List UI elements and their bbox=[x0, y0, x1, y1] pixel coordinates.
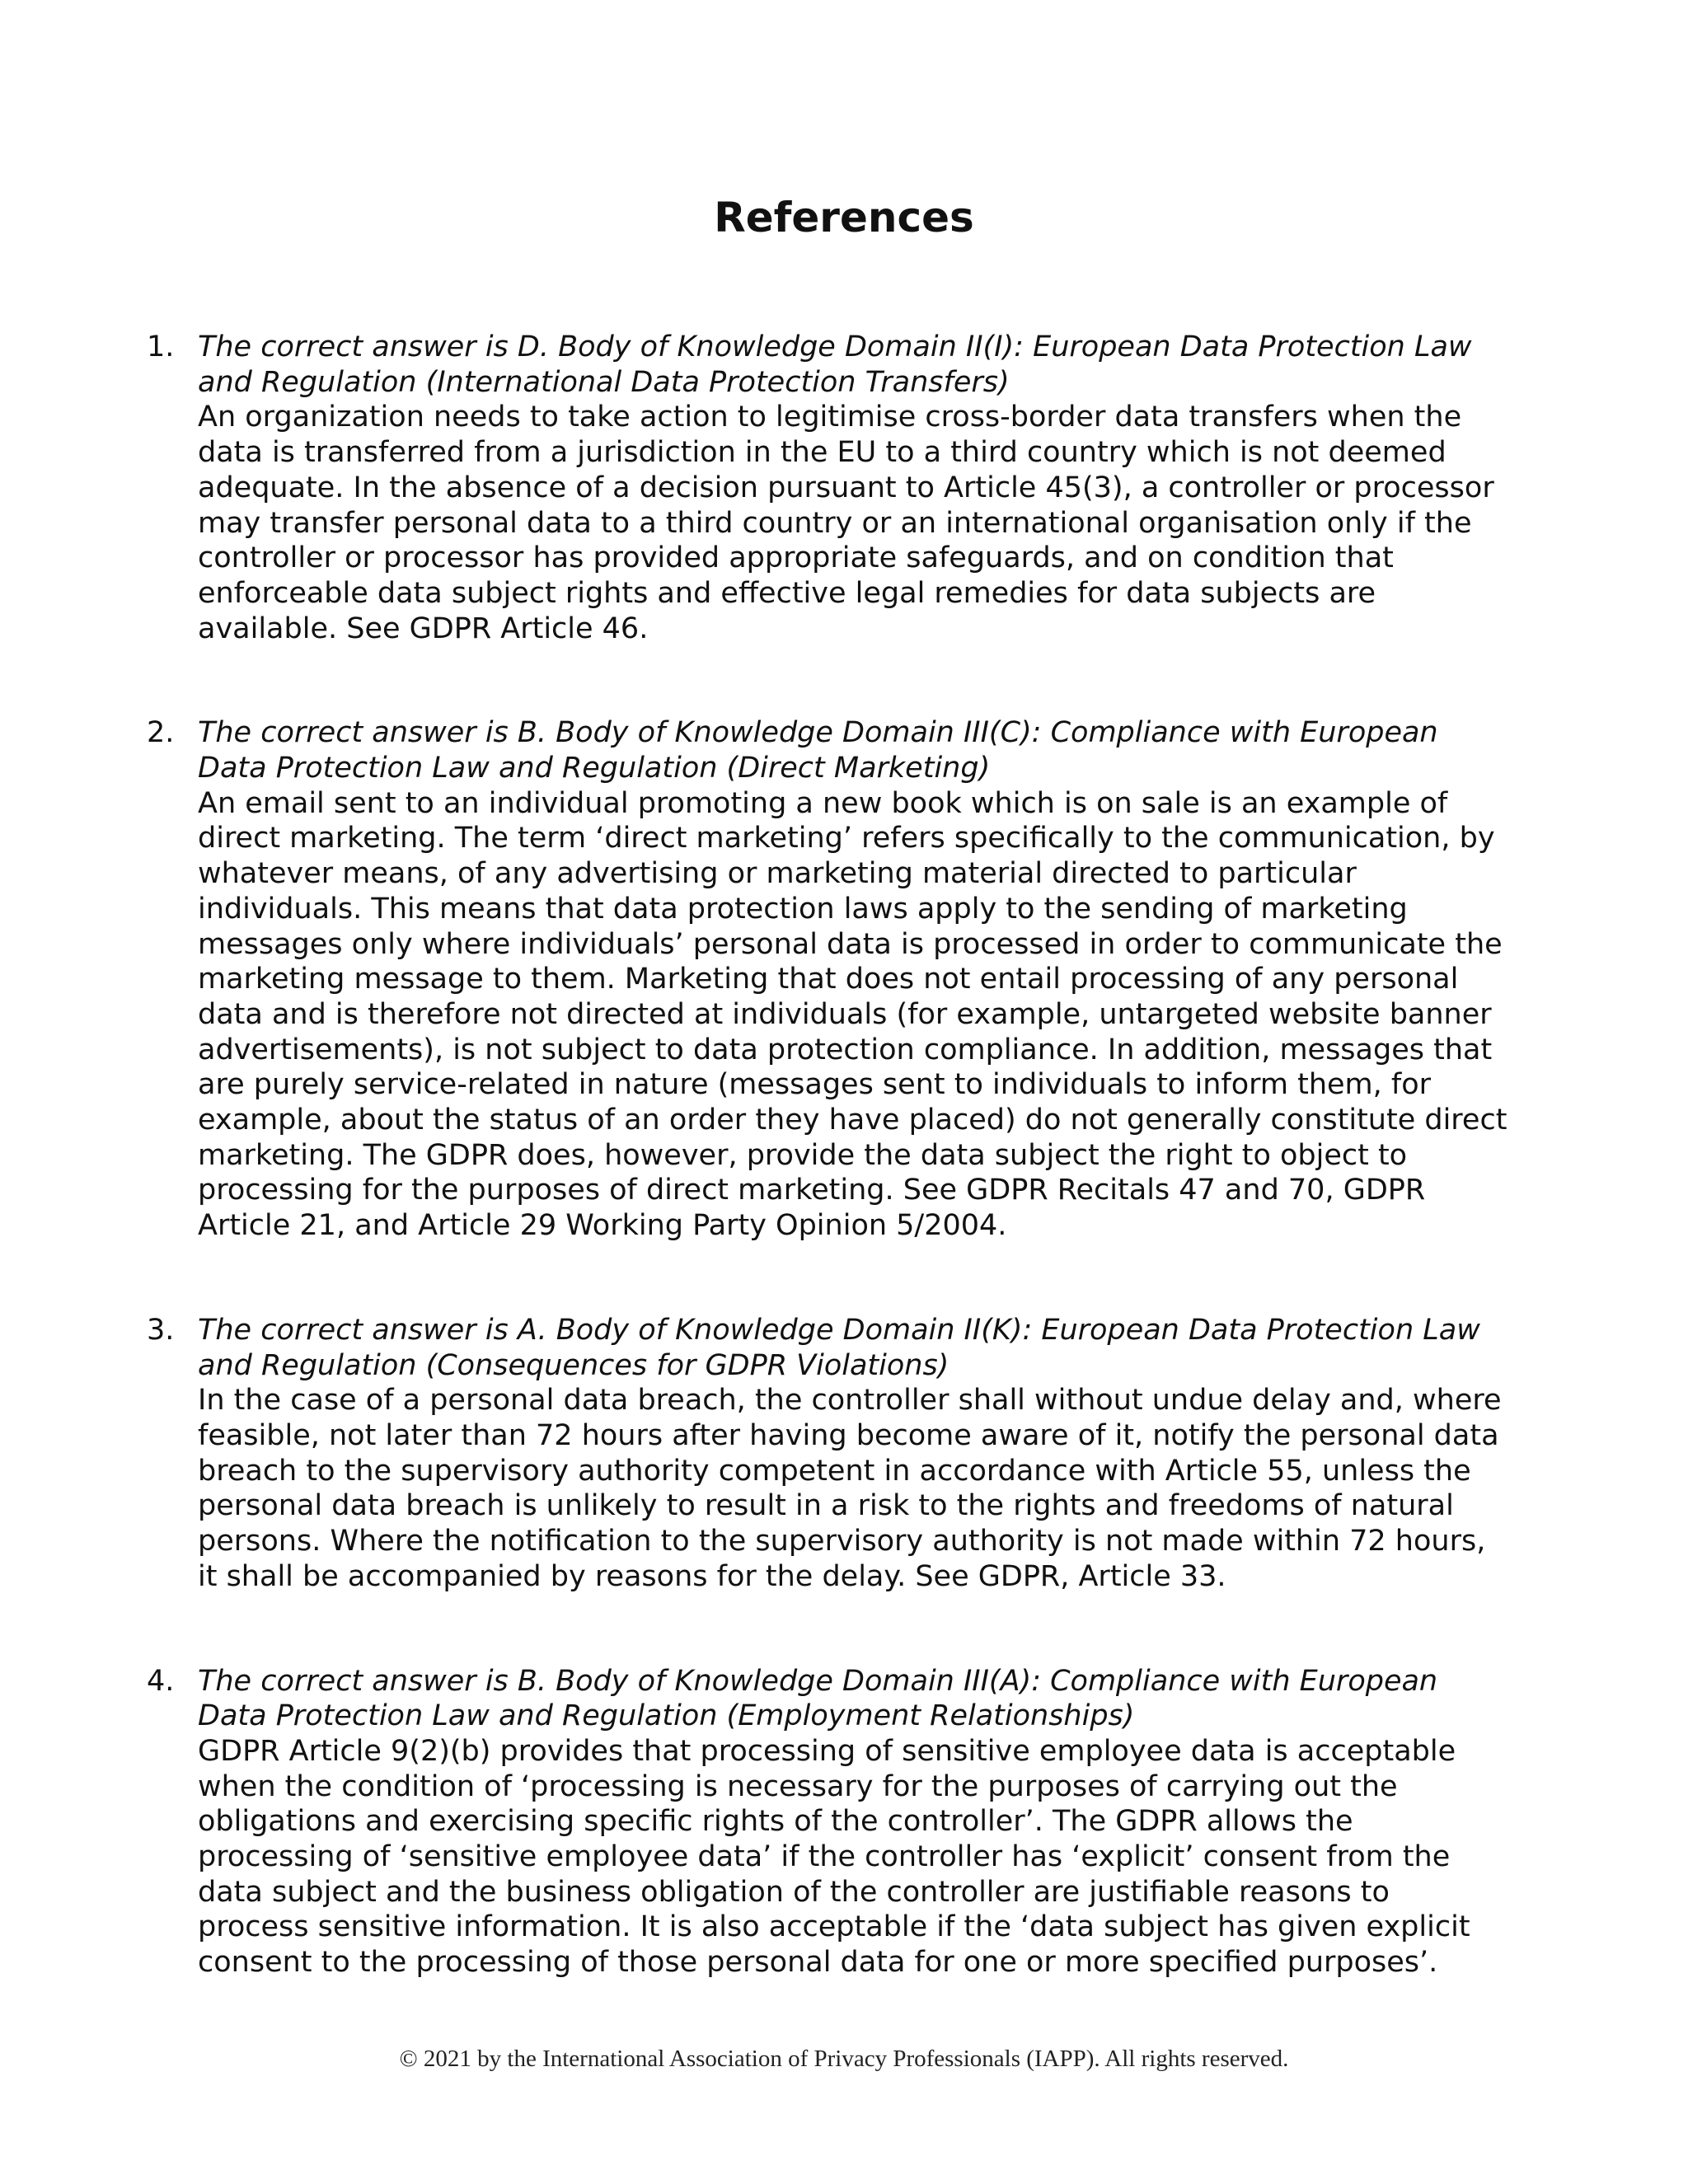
reference-body: An organization needs to take action to legitimise cross-border data transfers when the data is transferred from a jurisdiction in the EU to a third country which is not deemed adequate. In the absence of a decision pursuant to Article 45(3), a controller or processor may transfer personal data to a third country or an international organisation only if the controller or processor has provided appropriate safeguards, and on condition that enforceable data subject rights and effective legal remedies for data subjects are available. See GDPR Article 46. bbox=[198, 401, 1494, 645]
copyright-footer: © 2021 by the International Association of Privacy Professionals (IAPP). All rights reserved. bbox=[399, 2046, 1289, 2072]
reference-list bbox=[147, 330, 1508, 2050]
reference-heading: The correct answer is B. Body of Knowledge Domain III(A): Compliance with European Data Protection Law and Regulation (Employment Relationships) bbox=[198, 1664, 1438, 1733]
reference-item-4 bbox=[147, 1664, 1508, 1980]
page-title: References bbox=[714, 194, 974, 241]
reference-number: 3. bbox=[147, 1313, 175, 1347]
reference-number: 4. bbox=[147, 1664, 175, 1698]
reference-item-2 bbox=[147, 715, 1508, 1244]
reference-item-1 bbox=[147, 330, 1508, 646]
reference-body: In the case of a personal data breach, the controller shall without undue delay and, where feasible, not later than 72 hours after having become aware of it, notify the personal data breach to the supervisory authority competent in accordance with Article 55, unless the personal data breach is unlikely to result in a risk to the rights and freedoms of natural persons. Where the notification to the supervisory authority is not made within 72 hours, it shall be accompanied by reasons for the delay. See GDPR, Article 33. bbox=[198, 1384, 1502, 1593]
reference-heading: The correct answer is A. Body of Knowledge Domain II(K): European Data Protection Law and Regulation (Consequences for GDPR Violations) bbox=[198, 1313, 1480, 1382]
reference-number: 1. bbox=[147, 330, 175, 363]
reference-heading: The correct answer is B. Body of Knowledge Domain III(C): Compliance with European Data Protection Law and Regulation (Direct Marketing) bbox=[198, 716, 1438, 785]
reference-body: An email sent to an individual promoting a new book which is on sale is an example of direct marketing. The term ‘direct marketing’ refers specifically to the communication, by whatever means, of any advertising or marketing material directed to particular individuals. This means that data protection laws apply to the sending of marketing messages only where individuals’ personal data is processed in order to communicate the marketing message to them. Marketing that does not entail processing of any personal data and is therefore not directed at individuals (for example, untargeted website banner advertisements), is not subject to data protection compliance. In addition, messages that are purely service-related in nature (messages sent to individuals to inform them, for example, about the status of an order they have placed) do not generally constitute direct marketing. The GDPR does, however, provide the data subject the right to object to processing for the purposes of direct marketing. See GDPR Recitals 47 and 70, GDPR Article 21, and Article 29 Working Party Opinion 5/2004. bbox=[198, 786, 1507, 1243]
reference-body: GDPR Article 9(2)(b) provides that processing of sensitive employee data is acceptable when the condition of ‘processing is necessary for the purposes of carrying out the obligations and exercising specific rights of the controller’. The GDPR allows the processing of ‘sensitive employee data’ if the controller has ‘explicit’ consent from the data subject and the business obligation of the controller are justifiable reasons to process sensitive information. It is also acceptable if the ‘data subject has given explicit consent to the processing of those personal data for one or more specified purposes’. bbox=[198, 1734, 1470, 1980]
reference-heading: The correct answer is D. Body of Knowledge Domain II(I): European Data Protection Law and Regulation (International Data Protection Transfers) bbox=[198, 330, 1472, 399]
reference-item-3 bbox=[147, 1313, 1508, 1595]
reference-number: 2. bbox=[147, 716, 175, 750]
